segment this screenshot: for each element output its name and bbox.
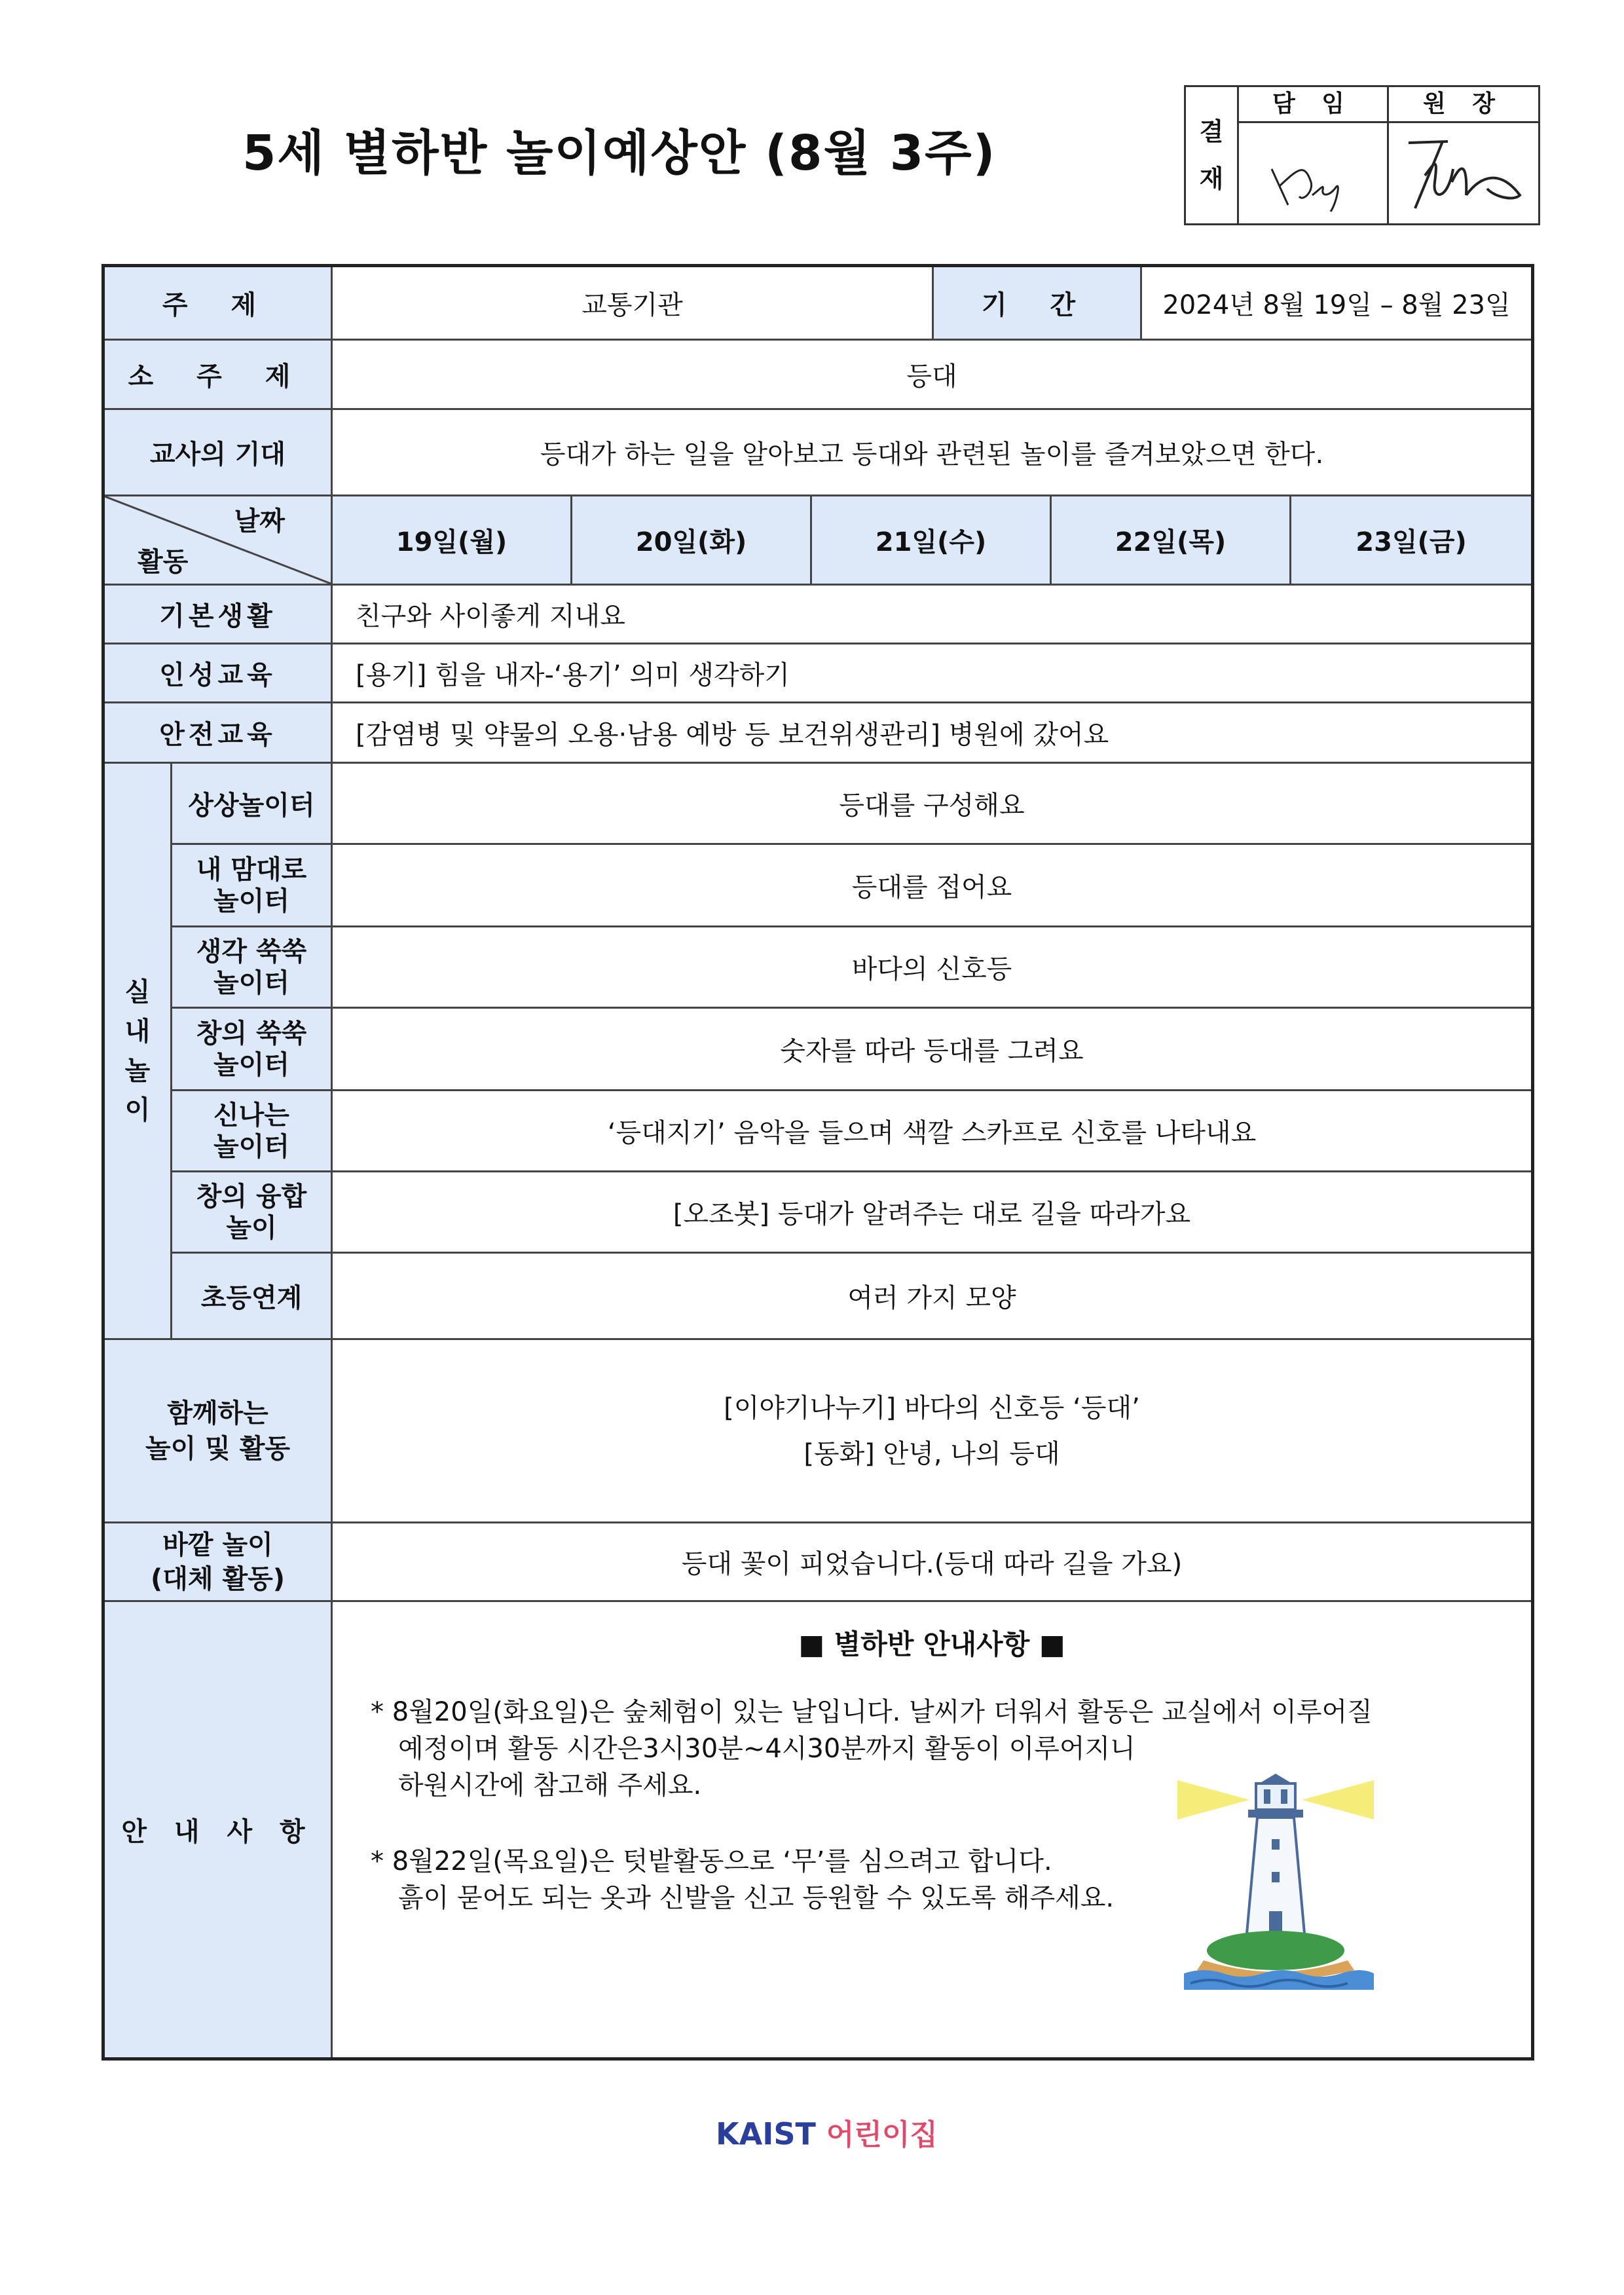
basic-label: 기본생활: [105, 586, 333, 644]
outdoor-label-b: (대체 활동): [150, 1563, 286, 1594]
day-fri: 23일(금): [1291, 496, 1531, 586]
indoor-label-4b: 놀이터: [213, 1049, 289, 1080]
lighthouse-illustration: [1177, 1774, 1374, 1996]
notice-1-line-2: 예정이며 활동 시간은3시30분~4시30분까지 활동이 이루어지니: [398, 1734, 1135, 1764]
indoor-value-5: ‘등대지기’ 음악을 들으며 색깔 스카프로 신호를 나타내요: [333, 1091, 1531, 1172]
approval-side-label: [1186, 87, 1239, 223]
plan-table: [101, 264, 1534, 2061]
indoor-label-5: [172, 1091, 333, 1172]
theme-label: 주 제: [105, 267, 333, 341]
notice-2-line-2: 흙이 묻어도 되는 옷과 신발을 신고 등원할 수 있도록 해주세요.: [398, 1883, 1115, 1913]
indoor-char-4: 이: [124, 1094, 151, 1125]
indoor-char-2: 내: [124, 1016, 151, 1047]
indoor-label-2a: 내 맘대로: [196, 854, 307, 885]
day-thu: 22일(목): [1052, 496, 1291, 586]
diag-activity-label: 활동: [138, 547, 189, 577]
expect-label: 교사의 기대: [105, 410, 333, 496]
subtheme-value: 등대: [333, 341, 1531, 410]
theme-value: 교통기관: [333, 267, 934, 341]
notice-1-line-3: 하원시간에 참고해 주세요.: [398, 1770, 702, 1801]
indoor-label-6a: 창의 융합: [196, 1181, 307, 1212]
approval-teacher-col: [1239, 87, 1389, 223]
notice-label: 안 내 사 항: [105, 1602, 333, 2057]
indoor-value-3: 바다의 신호등: [333, 927, 1531, 1009]
indoor-char-1: 실: [124, 977, 151, 1007]
indoor-value-2: 등대를 접어요: [333, 845, 1531, 927]
expect-value: 등대가 하는 일을 알아보고 등대와 관련된 놀이를 즐겨보았으면 한다.: [333, 410, 1531, 496]
together-label: [105, 1340, 333, 1523]
day-mon: 19일(월): [333, 496, 572, 586]
indoor-label-6: [172, 1172, 333, 1254]
together-label-b: 놀이 및 활동: [145, 1433, 291, 1464]
basic-value: 친구와 사이좋게 지내요: [333, 586, 1531, 644]
character-label: 인성교육: [105, 644, 333, 703]
approval-side-2: 재: [1199, 164, 1224, 193]
approval-director-header: 원 장: [1389, 87, 1538, 123]
teacher-signature: [1239, 123, 1387, 223]
date-activity-header: [105, 496, 333, 586]
together-value: [333, 1340, 1531, 1523]
period-label: 기 간: [934, 267, 1142, 341]
indoor-label-3: [172, 927, 333, 1009]
notice-area: [333, 1602, 1531, 2057]
page-title: 5세 별하반 놀이예상안 (8월 3주): [242, 125, 997, 181]
indoor-label-2b: 놀이터: [213, 886, 289, 916]
indoor-label-1: 상상놀이터: [172, 764, 333, 845]
logo-kaist-text: KAIST: [716, 2116, 816, 2152]
indoor-label-7: 초등연계: [172, 1254, 333, 1340]
approval-box: [1184, 85, 1540, 225]
indoor-label-5a: 신나는: [213, 1100, 289, 1130]
indoor-value-1: 등대를 구성해요: [333, 764, 1531, 845]
outdoor-label-a: 바깥 놀이: [162, 1529, 273, 1560]
indoor-value-7: 여러 가지 모양: [333, 1254, 1531, 1340]
indoor-label-3b: 놀이터: [213, 967, 289, 998]
director-signature: [1389, 123, 1538, 223]
day-tue: 20일(화): [572, 496, 812, 586]
together-line-1: [이야기나누기] 바다의 신호등 ‘등대’: [724, 1392, 1140, 1423]
notice-1-line-1: * 8월20일(화요일)은 숲체험이 있는 날입니다. 날씨가 더워서 활동은 교실에서 이루어질: [371, 1697, 1373, 1727]
indoor-label-4: [172, 1009, 333, 1091]
indoor-value-6: [오조봇] 등대가 알려주는 대로 길을 따라가요: [333, 1172, 1531, 1254]
approval-director-col: [1389, 87, 1538, 223]
indoor-value-4: 숫자를 따라 등대를 그려요: [333, 1009, 1531, 1091]
indoor-char-3: 놀: [124, 1055, 151, 1086]
safety-label: 안전교육: [105, 703, 333, 764]
indoor-label-6b: 놀이: [226, 1212, 277, 1243]
together-label-a: 함께하는: [167, 1398, 268, 1428]
approval-teacher-header: 담 임: [1239, 87, 1387, 123]
subtheme-label: 소 주 제: [105, 341, 333, 410]
notice-2-line-1: * 8월22일(목요일)은 텃밭활동으로 ‘무’를 심으려고 합니다.: [371, 1846, 1052, 1876]
character-value: [용기] 힘을 내자-‘용기’ 의미 생각하기: [333, 644, 1531, 703]
outdoor-label: [105, 1523, 333, 1602]
safety-value: [감염병 및 약물의 오용·남용 예방 등 보건위생관리] 병원에 갔어요: [333, 703, 1531, 764]
indoor-label-4a: 창의 쑥쑥: [196, 1018, 307, 1049]
indoor-group-label: [105, 764, 172, 1340]
indoor-label-3a: 생각 쑥쑥: [196, 936, 307, 967]
outdoor-value: 등대 꽃이 피었습니다.(등대 따라 길을 가요): [333, 1523, 1531, 1602]
diag-date-label: 날짜: [234, 506, 285, 536]
period-value: 2024년 8월 19일 – 8월 23일: [1142, 267, 1531, 341]
kaist-logo: [716, 2111, 938, 2153]
indoor-label-5b: 놀이터: [213, 1131, 289, 1162]
day-wed: 21일(수): [812, 496, 1052, 586]
notice-title: ■ 별하반 안내사항 ■: [798, 1628, 1065, 1660]
indoor-label-2: [172, 845, 333, 927]
approval-side-1: 결: [1199, 117, 1224, 146]
together-line-2: [동화] 안녕, 나의 등대: [803, 1438, 1060, 1469]
logo-daycare-text: 어린이집: [826, 2118, 938, 2152]
